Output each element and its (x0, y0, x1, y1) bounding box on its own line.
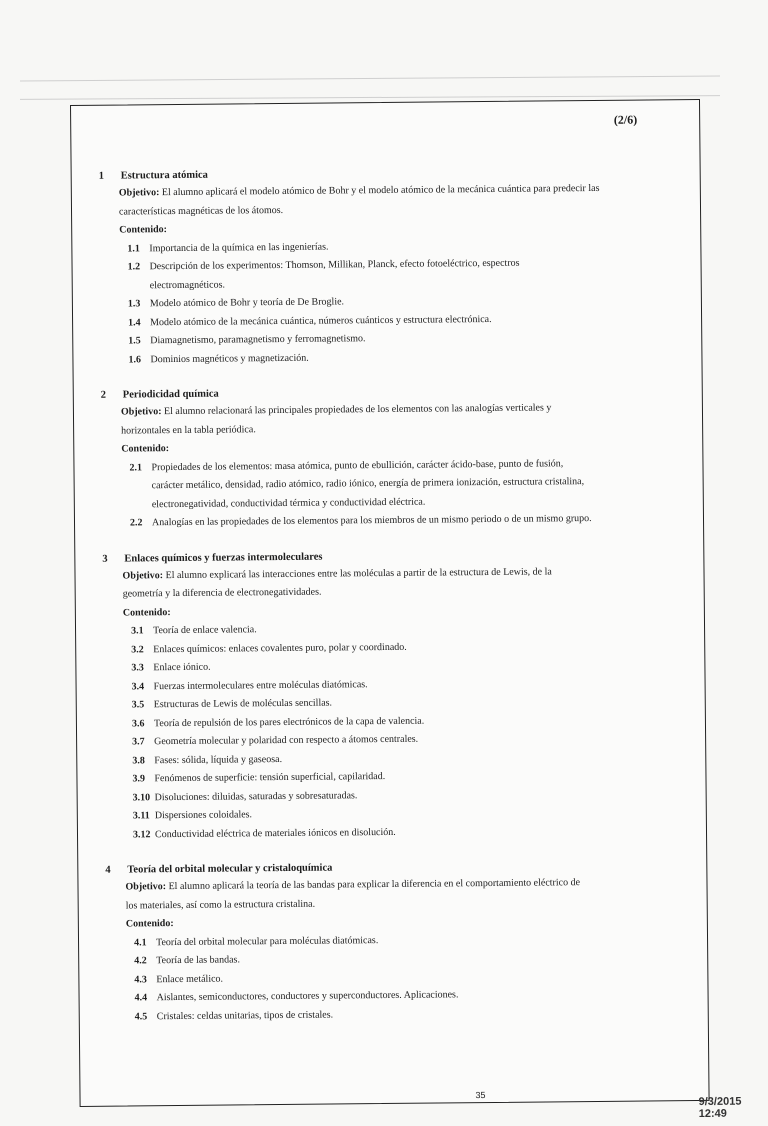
item-text: Estructuras de Lewis de moléculas sencillas. (153, 697, 333, 711)
item-number: 1.2 (127, 261, 141, 273)
item-number: 4.3 (134, 973, 147, 985)
item-number: 3.12 (132, 828, 151, 840)
item-text: Analogías en las propiedades de los elementos para los miembros de un mismo periodo o de un mismo grupo. (151, 513, 592, 529)
objective-label: Objetivo: (118, 187, 160, 199)
item-number: 1.3 (127, 298, 141, 310)
item-number: 3.1 (130, 625, 144, 637)
item-text: Geometría molecular y polaridad con respecto a átomos centrales. (154, 733, 419, 748)
item-text: Enlace iónico. (153, 661, 211, 674)
item-number: 4.2 (134, 955, 147, 967)
item-number: 3.8 (132, 754, 145, 766)
objective-text: El alumno explicará las interacciones entre las moléculas a partir de la estructura de Lewis, de la (165, 565, 552, 581)
item-text: Teoría de enlace valencia. (152, 624, 257, 637)
objective-text: El alumno relacionará las principales propiedades de los elementos con las analogías verticales y (163, 402, 552, 418)
content-label-text: Contenido: (125, 918, 174, 930)
item-text: Conductividad eléctrica de materiales iónicos en disolución. (154, 826, 396, 840)
item-text: Diamagnetismo, paramagnetismo y ferromagnetismo. (150, 333, 366, 347)
content-label-text: Contenido: (122, 606, 171, 619)
item-number: 3.6 (131, 717, 145, 729)
objective-text-continued: geometría y la diferencia de electronegatividades. (122, 586, 322, 600)
item-text: Fuerzas intermoleculares entre moléculas diatómicas. (153, 678, 368, 692)
item-number: 4.4 (134, 992, 148, 1004)
item-number: 1.4 (128, 316, 141, 328)
item-text: Teoría de las bandas. (156, 954, 240, 967)
item-text: Enlace metálico. (156, 973, 224, 985)
item-number: 1.6 (128, 353, 141, 365)
section-3 (102, 545, 686, 845)
item-number: 3.5 (131, 699, 145, 711)
item-text-continued: electronegatividad, conductividad térmica y conductividad eléctrica. (151, 496, 426, 510)
item-number: 3.7 (132, 736, 145, 748)
item-text: Cristales: celdas unitarias, tipos de cristales. (156, 1009, 334, 1022)
content-label-text: Contenido: (119, 224, 168, 236)
section-4 (105, 856, 688, 1027)
item-number: 1.5 (128, 335, 141, 347)
section-title-text: Periodicidad química (122, 388, 219, 401)
objective-text-continued: horizontales en la tabla periódica. (121, 423, 256, 437)
item-text: Fenómenos de superficie: tensión superficial, capilaridad. (154, 771, 386, 785)
item-text: Teoría del orbital molecular para moléculas diatómicas. (155, 934, 379, 948)
item-text: Fases: sólida, líquida y gaseosa. (154, 753, 283, 766)
item-number: 4.1 (133, 936, 147, 948)
item-number: 4.5 (134, 1010, 148, 1022)
section-1 (99, 162, 682, 370)
section-number: 3 (102, 553, 108, 565)
item-number: 3.10 (132, 791, 151, 803)
footer-date: 9/3/2015 12:49 (698, 1095, 742, 1121)
item-text: Enlaces químicos: enlaces covalentes puro, polar y coordinado. (153, 641, 407, 655)
item-number: 3.3 (131, 662, 144, 674)
item-text: Importancia de la química en las ingenierías. (149, 241, 329, 254)
section-title-text: Estructura atómica (120, 169, 208, 182)
objective-text: El alumno aplicará la teoría de las bandas para explicar la diferencia en el comportamiento eléctrico de (168, 877, 581, 893)
document-frame (70, 99, 742, 1121)
item-number: 3.9 (132, 773, 146, 785)
content-label-text: Contenido: (121, 443, 170, 455)
objective-label: Objetivo: (120, 406, 162, 418)
section-title-text: Teoría del orbital molecular y cristaloquímica (127, 862, 333, 876)
item-number: 3.2 (131, 643, 144, 655)
item-text: Dominios magnéticos y magnetización. (150, 352, 309, 365)
section-number: 2 (100, 389, 107, 401)
item-text-continued: carácter metálico, densidad, radio atómico, radio iónico, energía de primera ionización, estructura cristalina, (151, 476, 585, 492)
item-number: 3.4 (131, 680, 145, 692)
item-text: Teoría de repulsión de los pares electrónicos de la capa de valencia. (153, 715, 425, 729)
section-title-text: Enlaces químicos y fuerzas intermoleculares (124, 551, 323, 564)
page-indicator: (2/6) (613, 112, 638, 127)
item-number: 2.1 (129, 461, 143, 473)
item-text: Dispersiones coloidales. (154, 809, 253, 822)
objective-text-continued: características magnéticas de los átomos. (118, 204, 284, 218)
section-2 (101, 381, 683, 533)
section-number: 1 (98, 170, 104, 182)
item-text: Propiedades de los elementos: masa atómica, punto de ebullición, carácter ácido-base, punto de fusión, (151, 457, 564, 473)
item-text: Modelo atómico de Bohr y teoría de De Broglie. (149, 296, 345, 310)
section-number: 4 (105, 864, 111, 876)
item-text: Aislantes, semiconductores, conductores y superconductores. Aplicaciones. (156, 989, 459, 1004)
item-number: 3.11 (132, 810, 150, 822)
objective-label: Objetivo: (122, 569, 164, 582)
item-text: Disoluciones: diluidas, saturadas y sobresaturadas. (154, 789, 358, 803)
item-number: 1.1 (127, 242, 140, 254)
item-text: Modelo atómico de la mecánica cuántica, números cuánticos y estructura electrónica. (150, 313, 492, 328)
objective-label: Objetivo: (125, 881, 167, 893)
item-text: Descripción de los experimentos: Thomson, Millikan, Planck, efecto fotoeléctrico, espectros (149, 257, 520, 273)
item-number: 2.2 (129, 517, 143, 529)
objective-text: El alumno aplicará el modelo atómico de Bohr y el modelo atómico de la mecánica cuántica para predecir las (161, 182, 600, 199)
item-text-continued: electromagnéticos. (149, 279, 226, 291)
objective-text-continued: los materiales, así como la estructura cristalina. (125, 898, 316, 912)
footer-page-number: 35 (475, 1090, 486, 1101)
scan-artifact-line (20, 76, 720, 82)
syllabus-content (99, 162, 688, 1044)
